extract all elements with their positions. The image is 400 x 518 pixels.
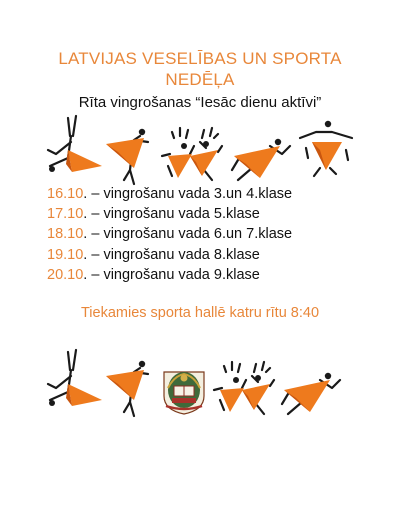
arms-up-figure-icon [104,358,154,420]
jumping-figure-icon [296,120,358,182]
running-figure-icon [280,368,342,416]
schedule-text: . – vingrošanu vada 6.un 7.klase [83,226,293,243]
schedule-date: 16.10 [47,186,84,202]
arms-up-figure-icon [104,126,154,188]
schedule-text: . – vingrošanu vada 5.klase [83,206,260,223]
handstand-figure-icon [46,114,104,184]
cheering-figures-icon [212,360,276,418]
schedule-item [47,204,367,224]
schedule-text: . – vingrošanu vada 9.klase [83,266,260,283]
schedule-date: 20.10 [47,266,84,283]
event-title [0,48,400,90]
schedule-text: . – vingrošanu vada 8.klase [83,246,260,263]
schedule-text: . – vingrošanu vada 3.un 4.klase [83,186,293,202]
top-illustration-row [0,112,400,192]
cheering-figures-icon [160,126,224,184]
schedule-date: 18.10 [47,226,84,243]
schedule-list [47,184,367,285]
handstand-figure-icon [46,348,104,418]
meeting-note: Tiekamies sporta hallē katru rītu 8:40 [80,305,320,321]
title-line-1: LATVIJAS VESELĪBAS UN SPORTA [58,49,342,68]
schedule-item [47,224,367,244]
event-subtitle: Rīta vingrošanas “Iesāc dienu aktīvi” [78,94,322,111]
schedule-item [47,245,367,265]
title-line-2: NEDĒĻA [165,70,235,89]
schedule-date: 17.10 [47,206,84,223]
school-crest-icon [160,366,208,416]
schedule-date: 19.10 [47,246,84,263]
bottom-illustration-row [0,344,400,424]
running-figure-icon [230,134,292,182]
schedule-item [47,265,367,285]
schedule-item [47,184,367,204]
